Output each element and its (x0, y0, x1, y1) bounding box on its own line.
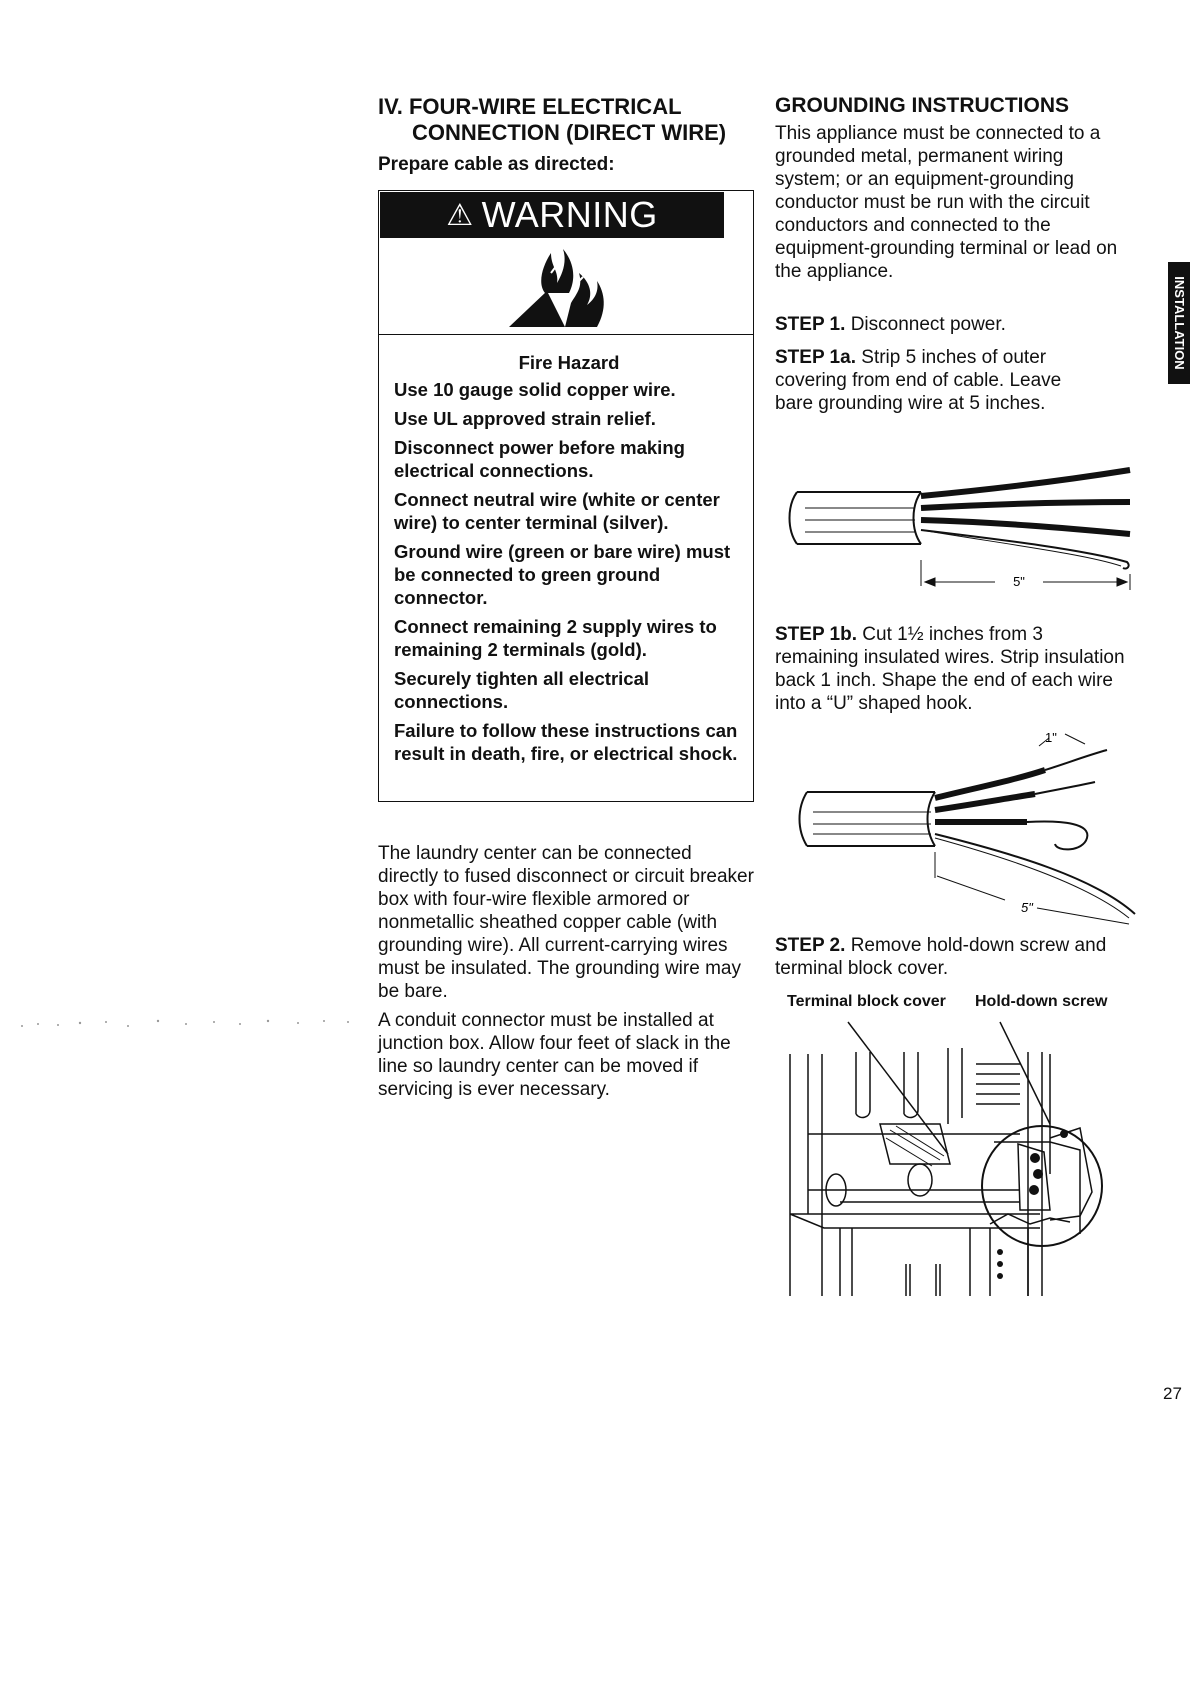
warning-header (380, 192, 724, 238)
warning-item: Failure to follow these instructions can result in death, fire, or electrical shock. (394, 720, 738, 764)
section-heading (378, 94, 758, 146)
warning-item: Use UL approved strain relief. (394, 408, 656, 429)
warning-label: WARNING (481, 194, 658, 235)
step-2-label: STEP 2. (775, 935, 846, 956)
warning-body (394, 351, 744, 771)
warning-triangle-icon: ⚠ (446, 199, 474, 232)
step-2 (775, 934, 1125, 980)
step-1b (775, 623, 1125, 715)
left-column (378, 94, 758, 1107)
warning-item: Disconnect power before making electrical connections. (394, 437, 685, 481)
warning-box (378, 190, 754, 802)
scan-noise (18, 1012, 358, 1036)
connection-paragraph: The laundry center can be connected directly to fused disconnect or circuit breaker box with four-wire flexible armored or nonmetallic sheathed copper cable (with grounding wire). All current-carrying wires must be insulated. The grounding wire may be bare. (378, 843, 754, 1002)
warning-item: Connect neutral wire (white or center wire) to center terminal (silver). (394, 489, 720, 533)
grounding-heading: GROUNDING INSTRUCTIONS (775, 94, 1069, 117)
step-1a-text: Strip 5 inches of outer covering from end of cable. Leave bare grounding wire at 5 inches. (775, 347, 1062, 414)
hooked-wires-figure (795, 728, 1140, 928)
terminal-block-figure (780, 1014, 1130, 1304)
step-1b-label: STEP 1b. (775, 624, 858, 645)
prepare-cable-subhead: Prepare cable as directed: (378, 154, 615, 175)
page-number: 27 (1163, 1384, 1182, 1403)
section-heading-line1: IV. FOUR-WIRE ELECTRICAL (378, 94, 682, 119)
warning-item: Use 10 gauge solid copper wire. (394, 379, 676, 400)
fig1-dimension: 5" (1013, 574, 1025, 589)
stripped-cable-figure (785, 462, 1135, 592)
step-1-text: Disconnect power. (850, 314, 1006, 335)
warning-item: Securely tighten all electrical connections. (394, 668, 649, 712)
fire-icon (507, 243, 617, 329)
section-heading-line2: CONNECTION (DIRECT WIRE) (412, 120, 727, 145)
warning-divider (379, 334, 753, 335)
fig2-dimension-bottom: 5" (1021, 900, 1033, 915)
terminal-block-cover-label: Terminal block cover (787, 993, 946, 1010)
side-tab-label: INSTALLATION (1172, 276, 1187, 370)
step-1-label: STEP 1. (775, 314, 846, 335)
connection-paragraph: A conduit connector must be installed at junction box. Allow four feet of slack in the line so laundry center can be moved if servicing is ever necessary. (378, 1010, 731, 1100)
step-1 (775, 313, 1135, 336)
warning-item: Ground wire (green or bare wire) must be connected to green ground connector. (394, 541, 731, 608)
step-1a-label: STEP 1a. (775, 347, 856, 368)
step-1a (775, 346, 1095, 415)
warning-title: Fire Hazard (518, 352, 620, 373)
connection-paragraphs (378, 842, 756, 1101)
warning-item: Connect remaining 2 supply wires to remaining 2 terminals (gold). (394, 616, 717, 660)
step-2-text: Remove hold-down screw and terminal block cover. (775, 935, 1107, 979)
right-column (775, 94, 1135, 415)
grounding-text: This appliance must be connected to a grounded metal, permanent wiring system; or an equipment-grounding conductor must be run with the circuit conductors and connected to the equipment-grounding terminal or lead on the appliance. (775, 123, 1118, 282)
hold-down-screw-label: Hold-down screw (975, 993, 1108, 1010)
step-1b-text: Cut 1½ inches from 3 remaining insulated wires. Strip insulation back 1 inch. Shape the end of each wire into a “U” shaped hook. (775, 624, 1125, 714)
fig2-dimension-top: 1" (1045, 730, 1057, 745)
